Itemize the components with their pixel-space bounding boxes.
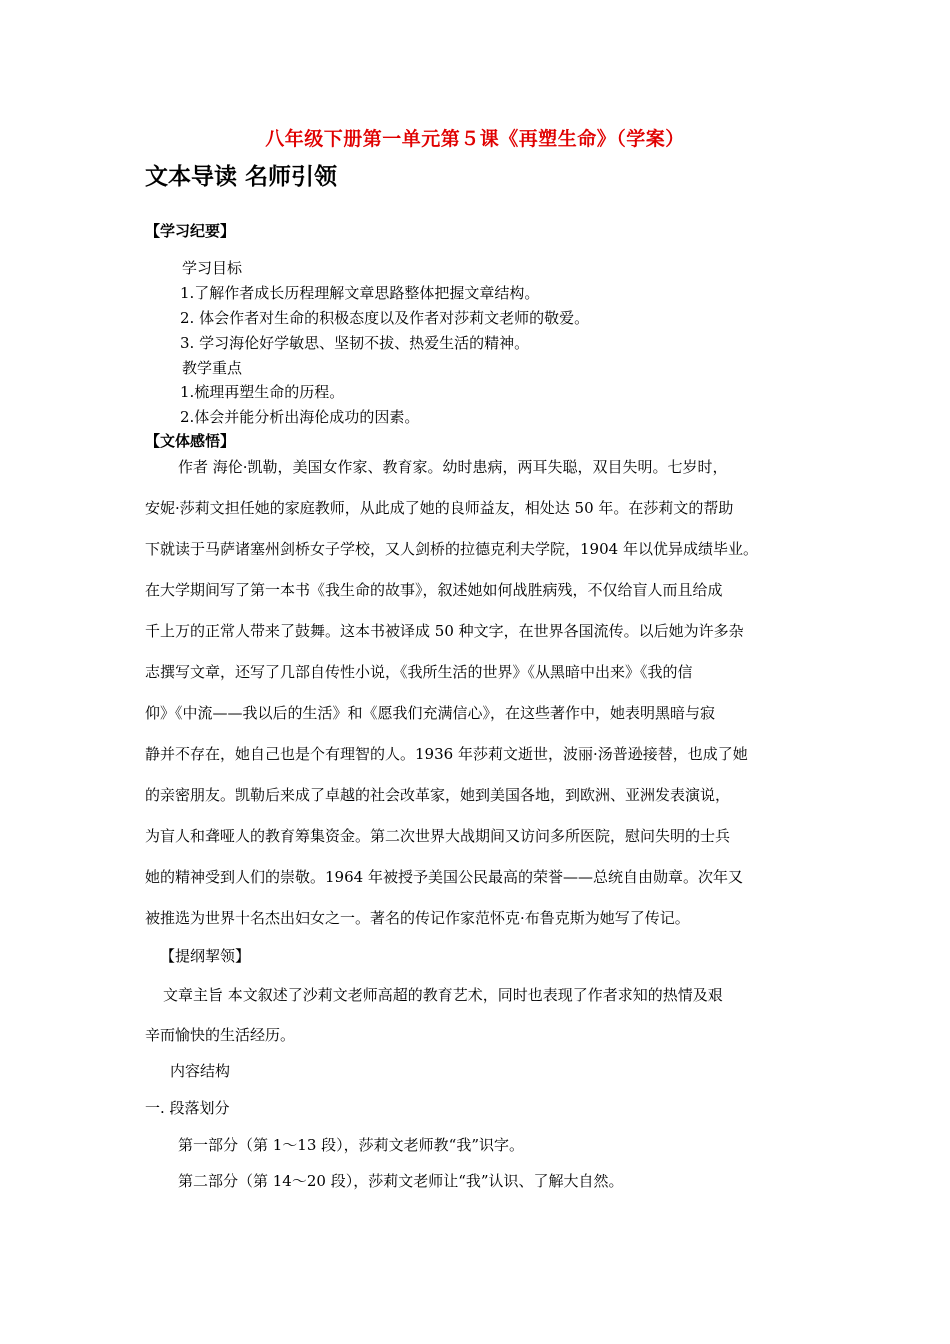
focus-label: 教学重点 <box>182 359 243 377</box>
paragraph-line: 千上万的正常人带来了鼓舞。这本书被译成 50 种文字，在世界各国流传。以后她为许多杂 <box>145 622 744 640</box>
part-item: 第一部分（第 1～13 段），莎莉文老师教“我”识字。 <box>178 1136 525 1154</box>
document-subtitle: 文本导读 名师引领 <box>145 164 338 190</box>
paragraph-line: 安妮·莎莉文担任她的家庭教师，从此成了她的良师益友，相处达 50 年。在莎莉文的帮助 <box>145 499 734 517</box>
paragraph-line: 作者 海伦·凯勒，美国女作家、教育家。幼时患病，两耳失聪，双目失明。七岁时， <box>178 458 728 476</box>
section-heading-study-summary: 【学习纪要】 <box>145 222 236 240</box>
part-item: 第二部分（第 14～20 段），莎莉文老师让“我”认识、了解大自然。 <box>178 1172 624 1190</box>
paragraph-line: 下就读于马萨诸塞州剑桥女子学校，又人剑桥的拉德克利夫学院，1904 年以优异成绩毕业。 <box>145 540 758 558</box>
paragraph-line: 静并不存在，她自己也是个有理智的人。1936 年莎莉文逝世，波丽·汤普逊接替，也成了她 <box>145 745 748 763</box>
goals-label: 学习目标 <box>182 259 243 277</box>
goal-item: 2. 体会作者对生命的积极态度以及作者对莎莉文老师的敬爱。 <box>180 309 590 327</box>
theme-line: 文章主旨 本文叙述了沙莉文老师高超的教育艺术，同时也表现了作者求知的热情及艰 <box>163 986 723 1004</box>
theme-line: 辛而愉快的生活经历。 <box>145 1026 296 1044</box>
paragraph-line: 她的精神受到人们的崇敬。1964 年被授予美国公民最高的荣誉——总统自由勋章。次年又 <box>145 868 743 886</box>
goal-item: 3. 学习海伦好学敏思、坚韧不拔、热爱生活的精神。 <box>180 334 530 352</box>
focus-item: 2.体会并能分析出海伦成功的因素。 <box>180 408 420 426</box>
paragraph-line: 的亲密朋友。凯勒后来成了卓越的社会改革家，她到美国各地，到欧洲、亚洲发表演说， <box>145 786 731 804</box>
goal-item: 1.了解作者成长历程理解文章思路整体把握文章结构。 <box>180 284 540 302</box>
focus-item: 1.梳理再塑生命的历程。 <box>180 383 345 401</box>
section-heading-outline: 【提纲挈领】 <box>160 947 251 965</box>
division-label: 一. 段落划分 <box>145 1099 230 1117</box>
paragraph-line: 志撰写文章，还写了几部自传性小说，《我所生活的世界》《从黑暗中出来》《我的信 <box>145 663 693 681</box>
document-title: 八年级下册第一单元第５课《再塑生命》（学案） <box>265 128 685 150</box>
structure-label: 内容结构 <box>170 1062 231 1080</box>
paragraph-line: 被推选为世界十名杰出妇女之一。著名的传记作家范怀克·布鲁克斯为她写了传记。 <box>145 909 690 927</box>
paragraph-line: 在大学期间写了第一本书《我生命的故事》，叙述她如何战胜病残，不仅给盲人而且给成 <box>145 581 723 599</box>
paragraph-line: 为盲人和聋哑人的教育筹集资金。第二次世界大战期间又访问多所医院，慰问失明的士兵 <box>145 827 731 845</box>
paragraph-line: 仰》《中流——我以后的生活》和《愿我们充满信心》，在这些著作中，她表明黑暗与寂 <box>145 704 716 722</box>
section-heading-text-insight: 【文体感悟】 <box>145 432 236 450</box>
